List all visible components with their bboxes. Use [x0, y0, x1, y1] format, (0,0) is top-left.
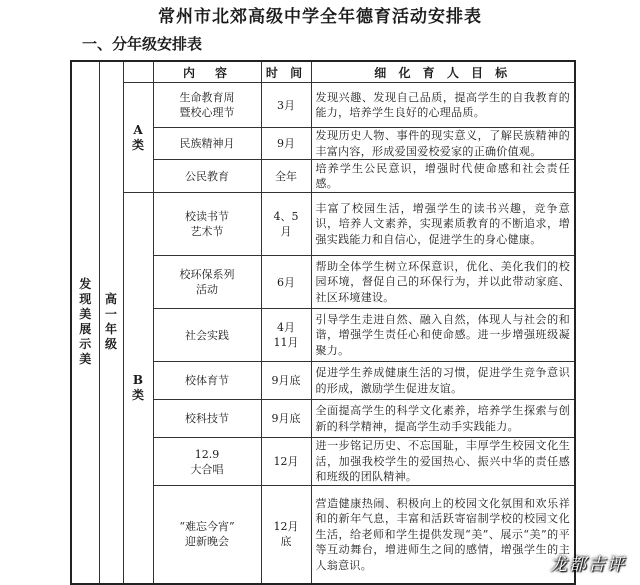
table-row	[71, 83, 575, 128]
activity-time-text: 9月底	[271, 374, 301, 387]
grade-label: 高一年级	[104, 292, 117, 352]
header-content: 内 容	[153, 61, 261, 83]
activity-time	[261, 160, 311, 193]
activity-content	[153, 362, 261, 400]
type-b-cell	[123, 193, 153, 584]
activity-time	[261, 400, 311, 438]
activity-time	[261, 438, 311, 486]
type-b-label: B类	[131, 372, 144, 402]
activity-content-text: 12.9 大合唱	[190, 447, 224, 476]
activity-goal: 发现历史人物、事件的现实意义，了解民族精神的丰富内容，形成爱国爱校爱家的正确价值观。	[311, 128, 575, 160]
activity-time	[261, 128, 311, 160]
activity-content-text: 校体育节	[185, 374, 229, 387]
activity-time	[261, 309, 311, 362]
document-title: 常州市北郊高级中学全年德育活动安排表	[158, 7, 482, 27]
type-a-label: A类	[131, 122, 144, 152]
activity-time-text: 9月底	[271, 412, 301, 425]
activity-content-text: 校环保系列 活动	[179, 268, 235, 296]
activity-content	[153, 256, 261, 309]
activity-content-text: 校科技节	[185, 412, 229, 425]
table-row	[71, 193, 575, 256]
activity-content	[153, 438, 261, 486]
activity-time-text: 12月 底	[273, 520, 299, 549]
activity-time	[261, 256, 311, 309]
activity-time-text: 4月 11月	[273, 321, 299, 349]
type-a-cell	[123, 83, 153, 193]
activity-time	[261, 486, 311, 584]
activity-goal: 营造健康热闹、积极向上的校园文化氛围和欢乐祥和的新年气息，丰富和活跃寄宿制学校的校园文化生活，给老师和学生提供发现“美”、展示“美”的平等互动舞台，增进师生之间的感情，增强学生的主人翁意识。	[311, 486, 575, 584]
activity-content-text: 生命教育周 暨校心理节	[179, 91, 235, 119]
activity-content-text: 公民教育	[185, 169, 229, 183]
activity-content-text: 校读书节 艺术节	[185, 210, 229, 238]
outer-category-cell	[71, 61, 104, 584]
header-row	[71, 61, 575, 83]
activity-table	[70, 60, 576, 585]
activity-time	[261, 83, 311, 128]
activity-content	[153, 486, 261, 584]
header-time: 时 间	[261, 61, 311, 83]
grade-cell	[99, 61, 123, 584]
activity-time-text: 12月	[273, 455, 299, 468]
activity-content-text: 社会实践	[185, 328, 229, 342]
header-goal: 细 化 育 人 目 标	[311, 61, 575, 83]
activity-time	[261, 362, 311, 400]
activity-content	[153, 160, 261, 193]
activity-goal: 帮助全体学生树立环保意识，优化、美化我们的校园环境，督促自己的环保行为，并以此带动家庭、社区环境建设。	[311, 256, 575, 309]
activity-goal: 进一步铭记历史、不忘国耻，丰厚学生校园文化生活，加强我校学生的爱国热心、振兴中华的责任感和班级的团队精神。	[311, 438, 575, 486]
activity-content	[153, 193, 261, 256]
activity-content	[153, 400, 261, 438]
activity-content-text: “难忘今宵” 迎新晚会	[179, 520, 235, 549]
activity-goal: 丰富了校园生活，增强学生的读书兴趣，竞争意识，培养人文素养，实现素质教育的不断追求，增强实践能力和自信心，促进学生的身心健康。	[311, 193, 575, 256]
outer-category-label: 发现美 展示美	[79, 277, 104, 367]
activity-time-text: 4、5 月	[273, 210, 299, 238]
activity-content	[153, 309, 261, 362]
section-heading: 一、分年级安排表	[82, 35, 203, 53]
activity-goal: 发现兴趣、发现自己品质，提高学生的自我教育的能力，培养学生良好的心理品质。	[311, 83, 575, 128]
activity-time-text: 3月	[277, 98, 295, 112]
activity-time-text: 6月	[277, 275, 295, 289]
activity-goal: 培养学生公民意识，增强时代使命感和社会责任感。	[311, 160, 575, 193]
activity-goal: 促进学生养成健康生活的习惯，促进学生竞争意识的形成，激励学生促进友谊。	[311, 362, 575, 400]
activity-goal: 全面提高学生的科学文化素养，培养学生探索与创新的科学精神，提高学生动手实践能力。	[311, 400, 575, 438]
watermark-signature: 龙都吉评	[550, 555, 626, 575]
activity-time	[261, 193, 311, 256]
header-spacer	[123, 61, 153, 83]
activity-content	[153, 128, 261, 160]
activity-time-text: 9月	[277, 137, 295, 150]
activity-time-text: 全年	[275, 169, 297, 183]
activity-goal: 引导学生走进自然、融入自然，体现人与社会的和谐，增强学生责任心和使命感。进一步增强班级凝聚力。	[311, 309, 575, 362]
activity-content-text: 民族精神月	[179, 137, 235, 150]
activity-content	[153, 83, 261, 128]
